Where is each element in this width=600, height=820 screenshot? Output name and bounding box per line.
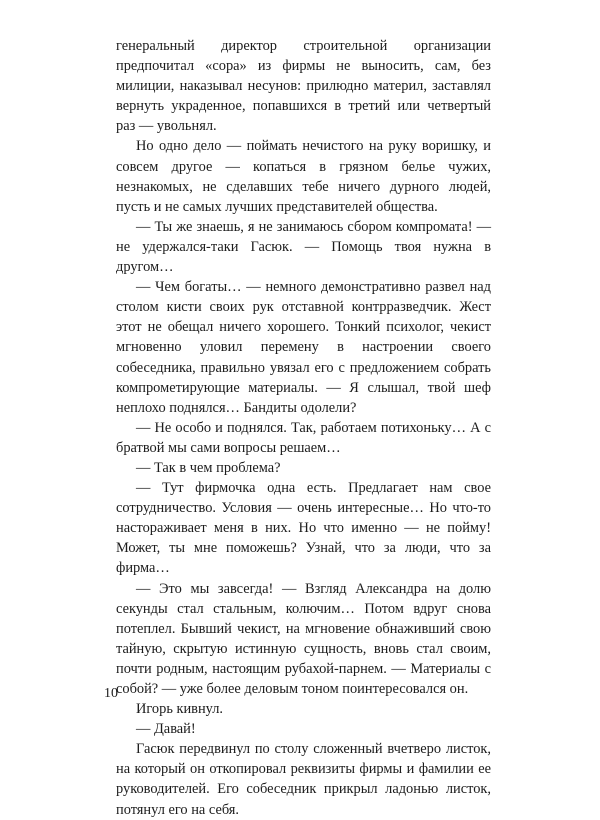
page-number: 10 (104, 686, 118, 701)
paragraph: — Тут фирмочка одна есть. Предлагает нам свое сотрудничество. Условия — очень интересные… Но что-то настораживает меня в них. Но что именно — не пойму! Может, ты мне поможешь? Узнай, что за люди, что за фирма… (116, 480, 491, 577)
paragraph: — Это мы завсегда! — Взгляд Александра на долю секунды стал стальным, колючим… Потом вдруг снова потеплел. Бывший чекист, на мгновение обнаживший свою тайную, скрытую истинную сущность, вновь стал своим, почти родным, настоящим рубахой-парнем. — Материалы с собой? — уже более деловым тоном поинтересовался он. (116, 580, 491, 697)
paragraph: — Так в чем проблема? (136, 459, 281, 476)
paragraph: — Чем богаты… — немного демонстративно развел над столом кисти своих рук отставной контрразведчик. Жест этот не обещал ничего хорошего. Тонкий психолог, чекист мгновенно уловил перемену в настроении своего собеседника, правильно увязал его с предложением собрать компрометирующие материалы. — Я слышал, твой шеф неплохо поднялся… Бандиты одолели? (116, 279, 491, 416)
paragraph: — Не особо и поднялся. Так, работаем потихоньку… А с братвой мы сами вопросы решаем… (116, 419, 491, 456)
paragraph: Гасюк передвинул по столу сложенный вчетверо листок, на который он откопировал реквизиты фирмы и фамилии ее руководителей. Его собеседник прикрыл ладонью листок, потянул его на себя. (116, 741, 491, 818)
paragraph: Но одно дело — поймать нечистого на руку воришку, и совсем другое — копаться в грязном белье чужих, незнакомых, не сделавших тебе ничего дурного людей, пусть и не самых лучших представителей общества. (116, 138, 491, 215)
page-text-body (116, 36, 491, 820)
paragraph: генеральный директор строительной организации предпочитал «сора» из фирмы не выносить, сам, без милиции, наказывал несунов: прилюдно материл, заставлял вернуть украденное, попавшихся в третий или четвертый раз — увольнял. (116, 38, 491, 135)
paragraph: Игорь кивнул. (136, 701, 224, 718)
paragraph: — Ты же знаешь, я не занимаюсь сбором компромата! — не удержался-таки Гасюк. — Помощь твоя нужна в другом… (116, 218, 491, 276)
paragraph: — Давай! (136, 721, 196, 738)
